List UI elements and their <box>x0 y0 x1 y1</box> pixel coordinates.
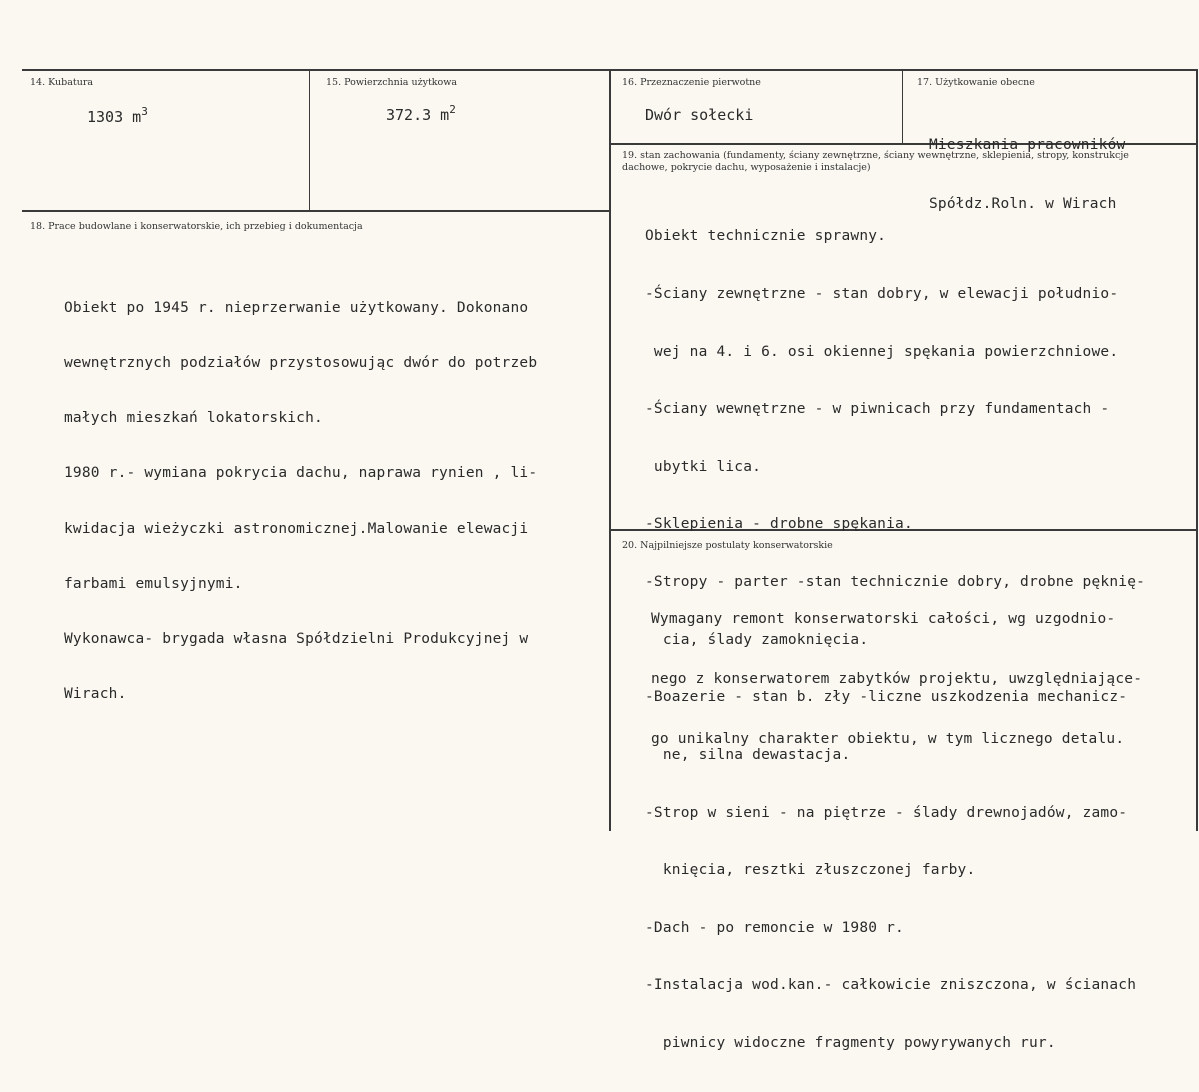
field-18-label: 18. Prace budowlane i konserwatorskie, ich przebieg i dokumentacja <box>30 221 363 232</box>
field-20-label: 20. Najpilniejsze postulaty konserwatorskie <box>622 540 833 551</box>
field-18-text: Obiekt po 1945 r. nieprzerwanie użytkowany. Dokonano wewnętrznych podziałów przystosowując dwór do potrzeb małych mieszkań lokatorskich. 1980 r.- wymiana pokrycia dachu, naprawa rynien , li- kwidacja wieżyczki astronomicznej.Malowanie elewacji farbami emulsyjnymi. Wykonawca- brygada własna Spółdzielni Produkcyjnej w Wirach. <box>64 299 538 703</box>
field-19-label: 19. stan zachowania (fundamenty, ściany zewnętrzne, ściany wewnętrzne, sklepienia, stropy, konstrukcje dachowe, pokrycie dachu, wyposażenie i instalacje) <box>622 150 1129 173</box>
field-19-text: Obiekt technicznie sprawny. -Ściany zewnętrzne - stan dobry, w elewacji południo- wej na 4. i 6. osi okiennej spękania powierzchniowe. -Ściany wewnętrzne - w piwnicach przy fundamentach - ubytki lica. -Sklepienia - drobne spękania. -Stropy - parter -stan technicznie dobry, drobne pęknię- cia, ślady zamoknięcia. -Boazerie - stan b. zły -liczne uszkodzenia mechanicz- ne, silna dewastacja. -Strop w sieni - na piętrze - ślady drewnojadów, zamo- knięcia, resztki złuszczonej farby. -Dach - po remoncie w 1980 r. -Instalacja wod.kan.- całkowicie zniszczona, w ścianach piwnicy widoczne fragmenty powyrywanych rur. <box>645 228 1146 1051</box>
field-14-label: 14. Kubatura <box>30 77 94 88</box>
divider-row-left <box>22 210 610 212</box>
field-16-value: Dwór sołecki <box>645 106 754 124</box>
divider-16-17 <box>902 71 903 143</box>
field-16-label: 16. Przeznaczenie pierwotne <box>622 77 761 88</box>
field-15-value: 372.3 $m^2$ <box>386 103 456 124</box>
field-17-value: Mieszkania pracowników Spółdz.Roln. w Wirach <box>929 137 1126 212</box>
divider-14-15 <box>309 71 310 211</box>
field-14-value: 1303 $m^3$ <box>87 105 148 126</box>
divider-center <box>609 71 611 831</box>
field-17-label: 17. Użytkowanie obecne <box>917 77 1035 88</box>
right-border <box>1196 69 1198 831</box>
field-15-label: 15. Powierzchnia użytkowa <box>326 77 458 88</box>
field-20-text: Wymagany remont konserwatorski całości, wg uzgodnio- nego z konserwatorem zabytków projektu, uwzględniające- go unikalny charakter obiektu, w tym licznego detalu. <box>651 611 1143 747</box>
